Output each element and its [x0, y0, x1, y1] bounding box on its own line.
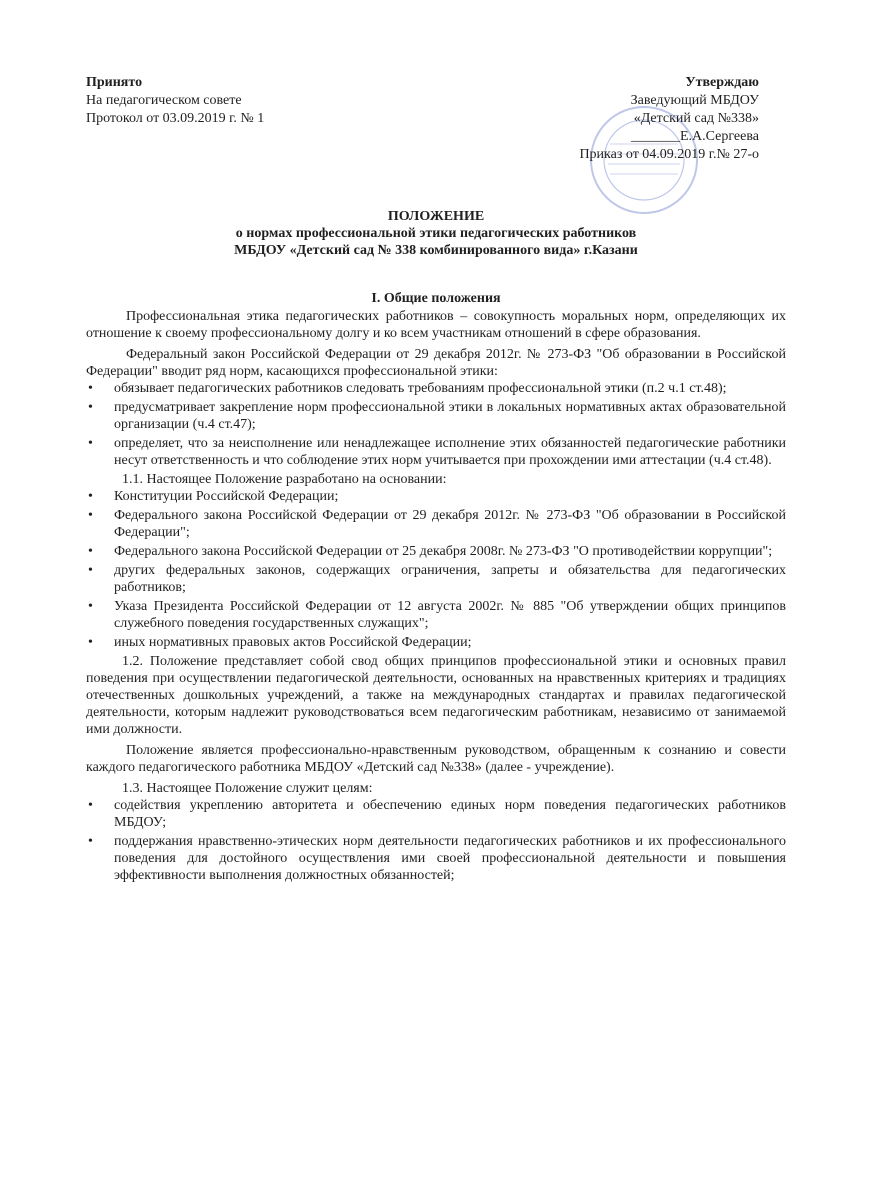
- section-heading: I. Общие положения: [371, 291, 501, 306]
- accepted-block: [86, 74, 264, 128]
- list-item: • определяет, что за неисполнение или ненадлежащее исполнение этих обязанностей педагогические работники несут ответственность и что соблюдение этих норм учитывается при прохождении ими аттестации (ч.4 ст.48).: [86, 435, 786, 469]
- paragraph-goals: 1.3. Настоящее Положение служит целям:: [122, 781, 373, 796]
- list-item: • Федерального закона Российской Федерации от 29 декабря 2012г. № 273-ФЗ "Об образовании в Российской Федерации";: [86, 507, 786, 541]
- list-item: • предусматривает закрепление норм профессиональной этики в локальных нормативных актах образовательной организации (ч.4 ст.47);: [86, 399, 786, 433]
- list-item: • Конституции Российской Федерации;: [86, 488, 786, 505]
- document-body: [86, 290, 786, 886]
- list-item: • иных нормативных правовых актов Российской Федерации;: [86, 634, 786, 651]
- paragraph-principles: 1.2. Положение представляет собой свод общих принципов профессиональной этики и основных правил поведения при осуществлении педагогической деятельности, основанных на нравственных критериях и традициях отечественных дошкольных учреждений, а также на международных стандартах и правилах педагогической деятельности, которым надлежит руководствоваться всем педагогическим работникам, независимо от занимаемой ими должности.: [86, 654, 786, 737]
- paragraph-federal-law: Федеральный закон Российской Федерации от 29 декабря 2012г. № 273-ФЗ "Об образовании в Российской Федерации" вводит ряд норм, касающихся профессиональной этики:: [86, 347, 786, 379]
- basis-list: [86, 488, 786, 651]
- list-item: • Указа Президента Российской Федерации от 12 августа 2002г. № 885 "Об утверждении общих принципов служебного поведения государственных служащих";: [86, 598, 786, 632]
- paragraph-guidance: Положение является профессионально-нравственным руководством, обращенным к сознанию и совести каждого педагогического работника МБДОУ «Детский сад №338» (далее - учреждение).: [86, 743, 786, 775]
- list-item: • обязывает педагогических работников следовать требованиям профессиональной этики (п.2 ч.1 ст.48);: [86, 380, 786, 397]
- goals-list: [86, 797, 786, 884]
- list-item: • Федерального закона Российской Федерации от 25 декабря 2008г. № 273-ФЗ "О противодействии коррупции";: [86, 543, 786, 560]
- approved-position: Заведующий МБДОУ: [630, 93, 759, 108]
- approved-signature: _______Е.А.Сергеева: [630, 129, 759, 144]
- list-item: • содействия укреплению авторитета и обеспечению единых норм поведения педагогических работников МБДОУ;: [86, 797, 786, 831]
- approved-title: Утверждаю: [685, 75, 759, 90]
- accepted-council: На педагогическом совете: [86, 93, 242, 108]
- paragraph-basis: 1.1. Настоящее Положение разработано на основании:: [122, 472, 447, 487]
- title-line-3: МБДОУ «Детский сад № 338 комбинированного вида» г.Казани: [234, 243, 638, 258]
- accepted-protocol: Протокол от 03.09.2019 г. № 1: [86, 111, 265, 126]
- title-line-2: о нормах профессиональной этики педагогических работников: [235, 226, 637, 241]
- approved-order: Приказ от 04.09.2019 г.№ 27-о: [579, 147, 759, 162]
- law-norms-list: [86, 380, 786, 469]
- document-title: [86, 208, 786, 259]
- title-line-1: ПОЛОЖЕНИЕ: [387, 209, 485, 224]
- list-item: • поддержания нравственно-этических норм деятельности педагогических работников и их профессионального поведения для достойного осуществления ими своей профессиональной деятельности и повышения эффективности выполнения должностных обязанностей;: [86, 833, 786, 884]
- paragraph-ethics-definition: Профессиональная этика педагогических работников – совокупность моральных норм, определяющих их отношение к своему профессиональному долгу и ко всем участникам отношений в сфере образования.: [86, 309, 786, 341]
- accepted-title: Принято: [86, 75, 143, 90]
- list-item: • других федеральных законов, содержащих ограничения, запреты и обязательства для педагогических работников;: [86, 562, 786, 596]
- approved-block: [579, 74, 759, 164]
- approved-organization: «Детский сад №338»: [633, 111, 759, 126]
